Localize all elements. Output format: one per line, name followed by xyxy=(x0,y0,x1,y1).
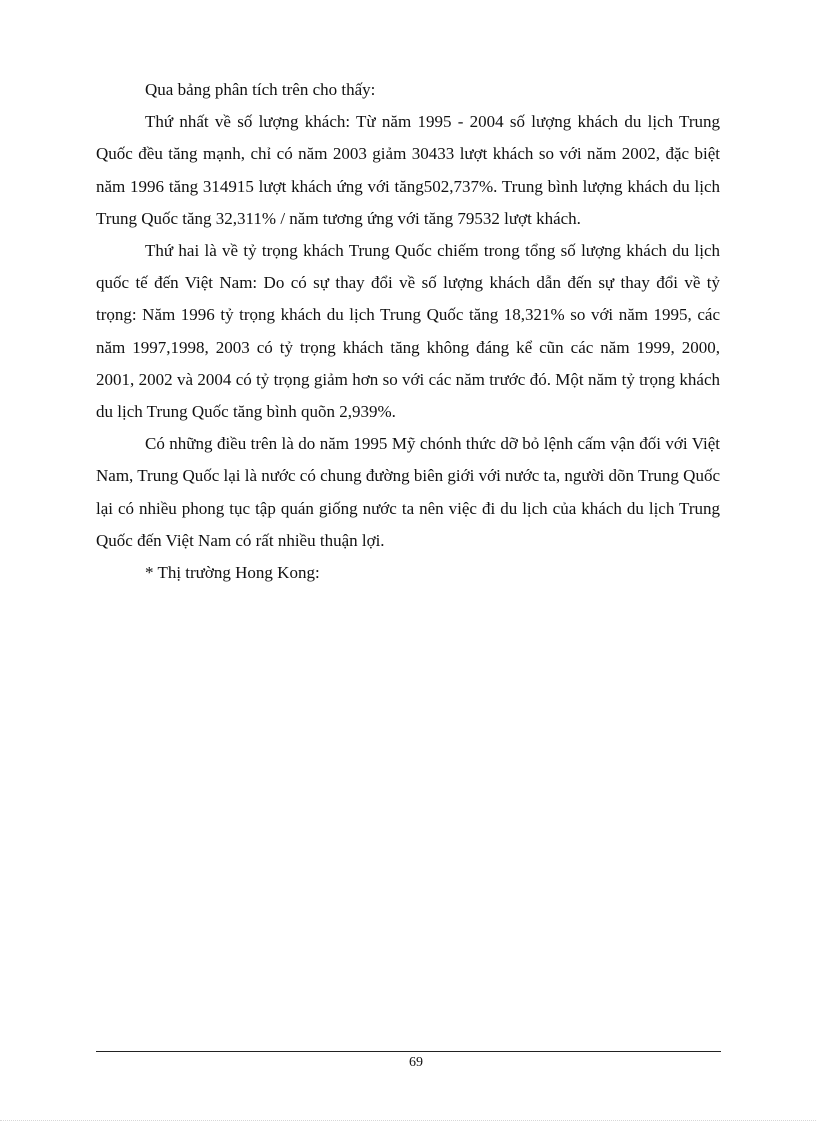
paragraph-visitor-share: Thứ hai là về tỷ trọng khách Trung Quốc chiếm trong tổng số lượng khách du lịch quốc tế đến Việt Nam: Do có sự thay đổi về số lượng khách dẫn đến sự thay đổi về tỷ trọng: Năm 1996 tỷ trọng khách du lịch Trung Quốc tăng 18,321% so với năm 1995, các năm 1997,1998, 2003 có tỷ trọng khách tăng không đáng kể cũn các năm 1999, 2000, 2001, 2002 và 2004 có tỷ trọng giảm hơn so với các năm trước đó. Một năm tỷ trọng khách du lịch Trung Quốc tăng bình quõn 2,939%. xyxy=(96,241,720,422)
paragraph-reasons: Có những điều trên là do năm 1995 Mỹ chónh thức dỡ bỏ lệnh cấm vận đối với Việt Nam, Trung Quốc lại là nước có chung đường biên giới với nước ta, người dõn Trung Quốc lại có nhiều phong tục tập quán giống nước ta nên việc đi du lịch của khách du lịch Trung Quốc đến Việt Nam có rất nhiều thuận lợi. xyxy=(96,434,720,550)
footer-divider xyxy=(96,1051,721,1052)
page-number: 69 xyxy=(409,1055,423,1070)
paragraph-visitor-numbers: Thứ nhất về số lượng khách: Từ năm 1995 - 2004 số lượng khách du lịch Trung Quốc đều tăng mạnh, chỉ có năm 2003 giảm 30433 lượt khách so với năm 2002, đặc biệt năm 1996 tăng 314915 lượt khách ứng với tăng502,737%. Trung bình lượng khách du lịch Trung Quốc tăng 32,311% / năm tương ứng với tăng 79532 lượt khách. xyxy=(96,112,720,228)
page-body xyxy=(96,74,720,589)
page-edge-divider xyxy=(0,1120,816,1121)
paragraph-intro: Qua bảng phân tích trên cho thấy: xyxy=(145,80,376,99)
section-heading: * Thị trường Hong Kong: xyxy=(145,563,320,583)
